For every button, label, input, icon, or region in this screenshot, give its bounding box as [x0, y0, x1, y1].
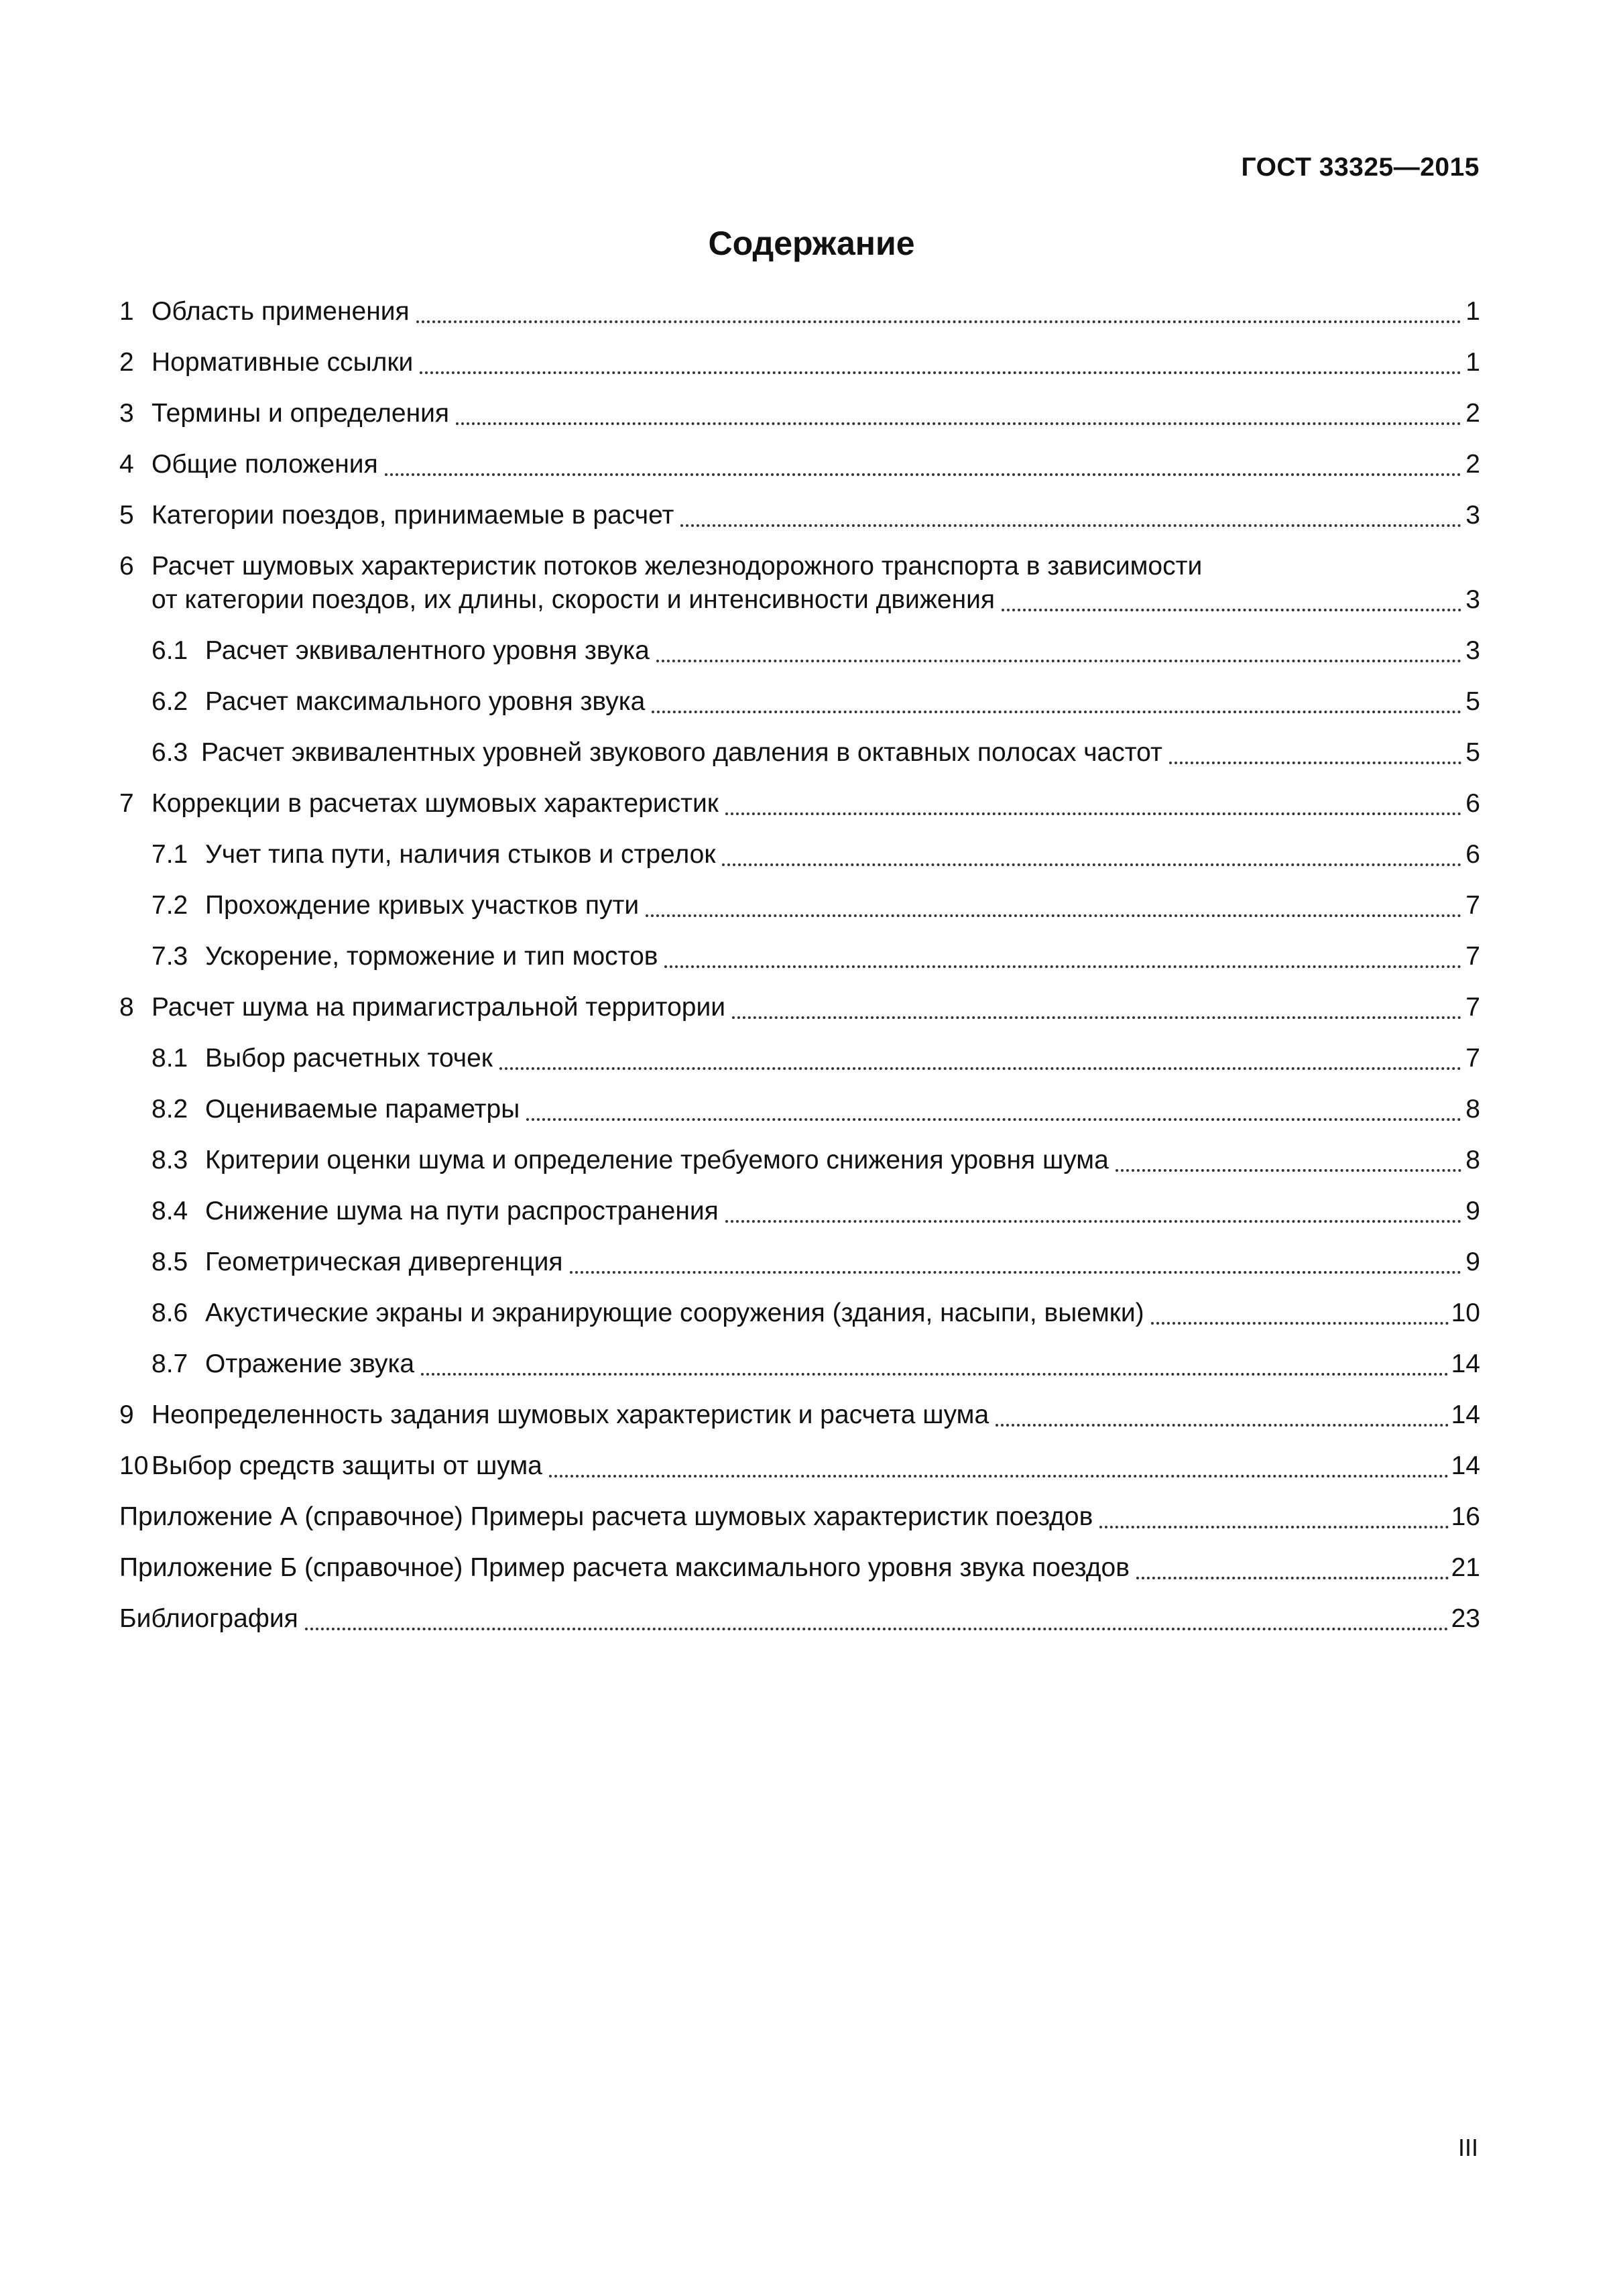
- dot-leader: [305, 1628, 1449, 1630]
- dot-leader: [421, 1373, 1449, 1376]
- toc-entry-page: 7: [1465, 1044, 1480, 1073]
- toc-entry-page: 2: [1465, 399, 1480, 428]
- toc-entry-title: Приложение Б (справочное) Пример расчета максимального уровня звука поездов: [119, 1553, 1130, 1582]
- toc-entry-title: Неопределенность задания шумовых характеристик и расчета шума: [152, 1400, 989, 1429]
- toc-entry-title-continued: от категории поездов, их длины, скорости и интенсивности движения: [152, 585, 996, 614]
- toc-entry-number: 4: [119, 450, 134, 479]
- toc-entry-number: 10: [119, 1451, 149, 1480]
- toc-entry-number: 1: [119, 297, 134, 326]
- toc-entry-page: 7: [1465, 942, 1480, 971]
- dot-leader: [1136, 1577, 1449, 1579]
- toc-entry-title: Расчет шумовых характеристик потоков железнодорожного транспорта в зависимости: [152, 552, 1203, 581]
- dot-leader: [656, 660, 1461, 662]
- toc-entry-number: 8.2: [152, 1095, 188, 1124]
- toc-entry-page: 14: [1451, 1349, 1480, 1378]
- toc-entry[interactable]: [119, 550, 1480, 634]
- toc-entry-title: Прохождение кривых участков пути: [205, 891, 640, 920]
- dot-leader: [996, 1424, 1448, 1427]
- toc-entry-number: 5: [119, 501, 134, 530]
- toc-entry[interactable]: [119, 1347, 1480, 1398]
- toc-entry-page: 21: [1451, 1553, 1480, 1582]
- dot-leader: [1151, 1322, 1449, 1325]
- toc-entry-page: 16: [1451, 1502, 1480, 1531]
- dot-leader: [722, 863, 1461, 866]
- toc-entry-page: 23: [1451, 1604, 1480, 1633]
- toc-entry-title: Приложение А (справочное) Примеры расчета шумовых характеристик поездов: [119, 1502, 1093, 1531]
- toc-entry-title: Критерии оценки шума и определение требуемого снижения уровня шума: [205, 1146, 1109, 1174]
- toc-entry-title: Геометрическая дивергенция: [205, 1248, 563, 1276]
- toc-entry-page: 3: [1465, 585, 1480, 614]
- toc-entry-page: 9: [1465, 1197, 1480, 1225]
- toc-entry-title: Отражение звука: [205, 1349, 415, 1378]
- toc-entry[interactable]: [119, 736, 1480, 787]
- toc-entry-number: 6.2: [152, 687, 188, 716]
- toc-entry-page: 6: [1465, 789, 1480, 818]
- toc-entry-number: 7: [119, 789, 134, 818]
- toc-entry-number: 8.5: [152, 1248, 188, 1276]
- dot-leader: [456, 422, 1461, 425]
- toc-entry-title: Категории поездов, принимаемые в расчет: [152, 501, 674, 530]
- toc-entry-number: 7.3: [152, 942, 188, 971]
- toc-entry-number: 6: [119, 552, 134, 581]
- dot-leader: [664, 965, 1461, 968]
- toc-entry-page: 7: [1465, 993, 1480, 1022]
- toc-entry-number: 8.6: [152, 1298, 188, 1327]
- toc-entry[interactable]: [119, 346, 1480, 397]
- toc-entry[interactable]: [119, 499, 1480, 550]
- toc-entry-page: 1: [1465, 297, 1480, 326]
- toc-entry-number: 6.3: [152, 738, 188, 767]
- dot-leader: [1099, 1526, 1448, 1528]
- dot-leader: [385, 473, 1461, 476]
- table-of-contents: [119, 295, 1480, 1653]
- toc-entry[interactable]: [119, 1042, 1480, 1093]
- toc-entry[interactable]: [119, 634, 1480, 685]
- dot-leader: [725, 812, 1461, 815]
- toc-entry-title: Нормативные ссылки: [152, 348, 414, 377]
- dot-leader: [725, 1220, 1461, 1223]
- toc-entry-number: 8: [119, 993, 134, 1022]
- dot-leader: [549, 1475, 1449, 1477]
- toc-entry[interactable]: [119, 838, 1480, 889]
- toc-entry-page: 10: [1451, 1298, 1480, 1327]
- toc-entry[interactable]: [119, 1398, 1480, 1449]
- toc-entry-title: Область применения: [152, 297, 410, 326]
- toc-entry[interactable]: [119, 940, 1480, 991]
- toc-entry-page: 9: [1465, 1248, 1480, 1276]
- toc-entry-number: 6.1: [152, 636, 188, 665]
- toc-entry[interactable]: [119, 448, 1480, 499]
- toc-entry-number: 8.7: [152, 1349, 188, 1378]
- dot-leader: [1169, 762, 1461, 764]
- toc-entry-number: 8.1: [152, 1044, 188, 1073]
- toc-entry[interactable]: [119, 1246, 1480, 1296]
- dot-leader: [570, 1271, 1461, 1274]
- toc-entry-title: Выбор средств защиты от шума: [152, 1451, 542, 1480]
- toc-entry-title: Ускорение, торможение и тип мостов: [205, 942, 658, 971]
- toc-entry-title: Расчет максимального уровня звука: [205, 687, 646, 716]
- toc-entry-number: 7.1: [152, 840, 188, 869]
- dot-leader: [1116, 1169, 1461, 1172]
- toc-entry-number: 3: [119, 399, 134, 428]
- toc-entry-page: 1: [1465, 348, 1480, 377]
- toc-entry-title: Выбор расчетных точек: [205, 1044, 493, 1073]
- toc-entry-bibliography[interactable]: [119, 1602, 1480, 1653]
- toc-entry-title: Акустические экраны и экранирующие сооружения (здания, насыпи, выемки): [205, 1298, 1144, 1327]
- toc-entry-page: 14: [1451, 1451, 1480, 1480]
- toc-entry-number: 7.2: [152, 891, 188, 920]
- toc-entry-title: Расчет эквивалентного уровня звука: [205, 636, 650, 665]
- toc-entry-page: 3: [1465, 501, 1480, 530]
- toc-entry-title: Оцениваемые параметры: [205, 1095, 520, 1124]
- toc-entry-page: 6: [1465, 840, 1480, 869]
- toc-entry[interactable]: [119, 1195, 1480, 1246]
- dot-leader: [416, 320, 1461, 323]
- toc-entry[interactable]: [119, 1296, 1480, 1347]
- page-number: III: [1457, 2134, 1478, 2161]
- dot-leader: [420, 371, 1461, 374]
- toc-entry-number: 8.4: [152, 1197, 188, 1225]
- toc-entry-page: 8: [1465, 1146, 1480, 1174]
- toc-entry-appendix[interactable]: [119, 1551, 1480, 1602]
- toc-entry-appendix[interactable]: [119, 1500, 1480, 1551]
- toc-entry-number: 8.3: [152, 1146, 188, 1174]
- toc-entry-page: 8: [1465, 1095, 1480, 1124]
- toc-entry-title: Учет типа пути, наличия стыков и стрелок: [205, 840, 716, 869]
- toc-entry[interactable]: [119, 991, 1480, 1042]
- toc-entry-title: Снижение шума на пути распространения: [205, 1197, 719, 1225]
- document-code: ГОСТ 33325—2015: [1241, 153, 1480, 182]
- toc-entry-page: 14: [1451, 1400, 1480, 1429]
- dot-leader: [526, 1118, 1461, 1121]
- toc-entry-page: 5: [1465, 738, 1480, 767]
- dot-leader: [652, 711, 1461, 713]
- toc-entry[interactable]: [119, 685, 1480, 736]
- toc-entry-page: 5: [1465, 687, 1480, 716]
- toc-entry[interactable]: [119, 1144, 1480, 1195]
- toc-entry[interactable]: [119, 295, 1480, 346]
- toc-entry-title: Общие положения: [152, 450, 378, 479]
- dot-leader: [1002, 609, 1461, 611]
- dot-leader: [732, 1016, 1461, 1019]
- dot-leader: [499, 1067, 1461, 1070]
- toc-entry-page: 3: [1465, 636, 1480, 665]
- toc-entry-title: Коррекции в расчетах шумовых характеристик: [152, 789, 719, 818]
- toc-entry-number: 2: [119, 348, 134, 377]
- toc-entry[interactable]: [119, 787, 1480, 838]
- toc-entry-title: Библиография: [119, 1604, 298, 1633]
- toc-entry[interactable]: [119, 397, 1480, 448]
- dot-leader: [646, 914, 1461, 917]
- toc-entry-title: Расчет шума на примагистральной территории: [152, 993, 726, 1022]
- toc-entry-title: Термины и определения: [152, 399, 450, 428]
- toc-entry-page: 2: [1465, 450, 1480, 479]
- dot-leader: [680, 524, 1461, 527]
- toc-entry-page: 7: [1465, 891, 1480, 920]
- toc-entry-number: 9: [119, 1400, 134, 1429]
- toc-entry[interactable]: [119, 889, 1480, 940]
- toc-entry-title: Расчет эквивалентных уровней звукового давления в октавных полосах частот: [201, 738, 1162, 767]
- toc-entry[interactable]: [119, 1449, 1480, 1500]
- toc-entry[interactable]: [119, 1093, 1480, 1144]
- toc-title: Содержание: [708, 225, 915, 262]
